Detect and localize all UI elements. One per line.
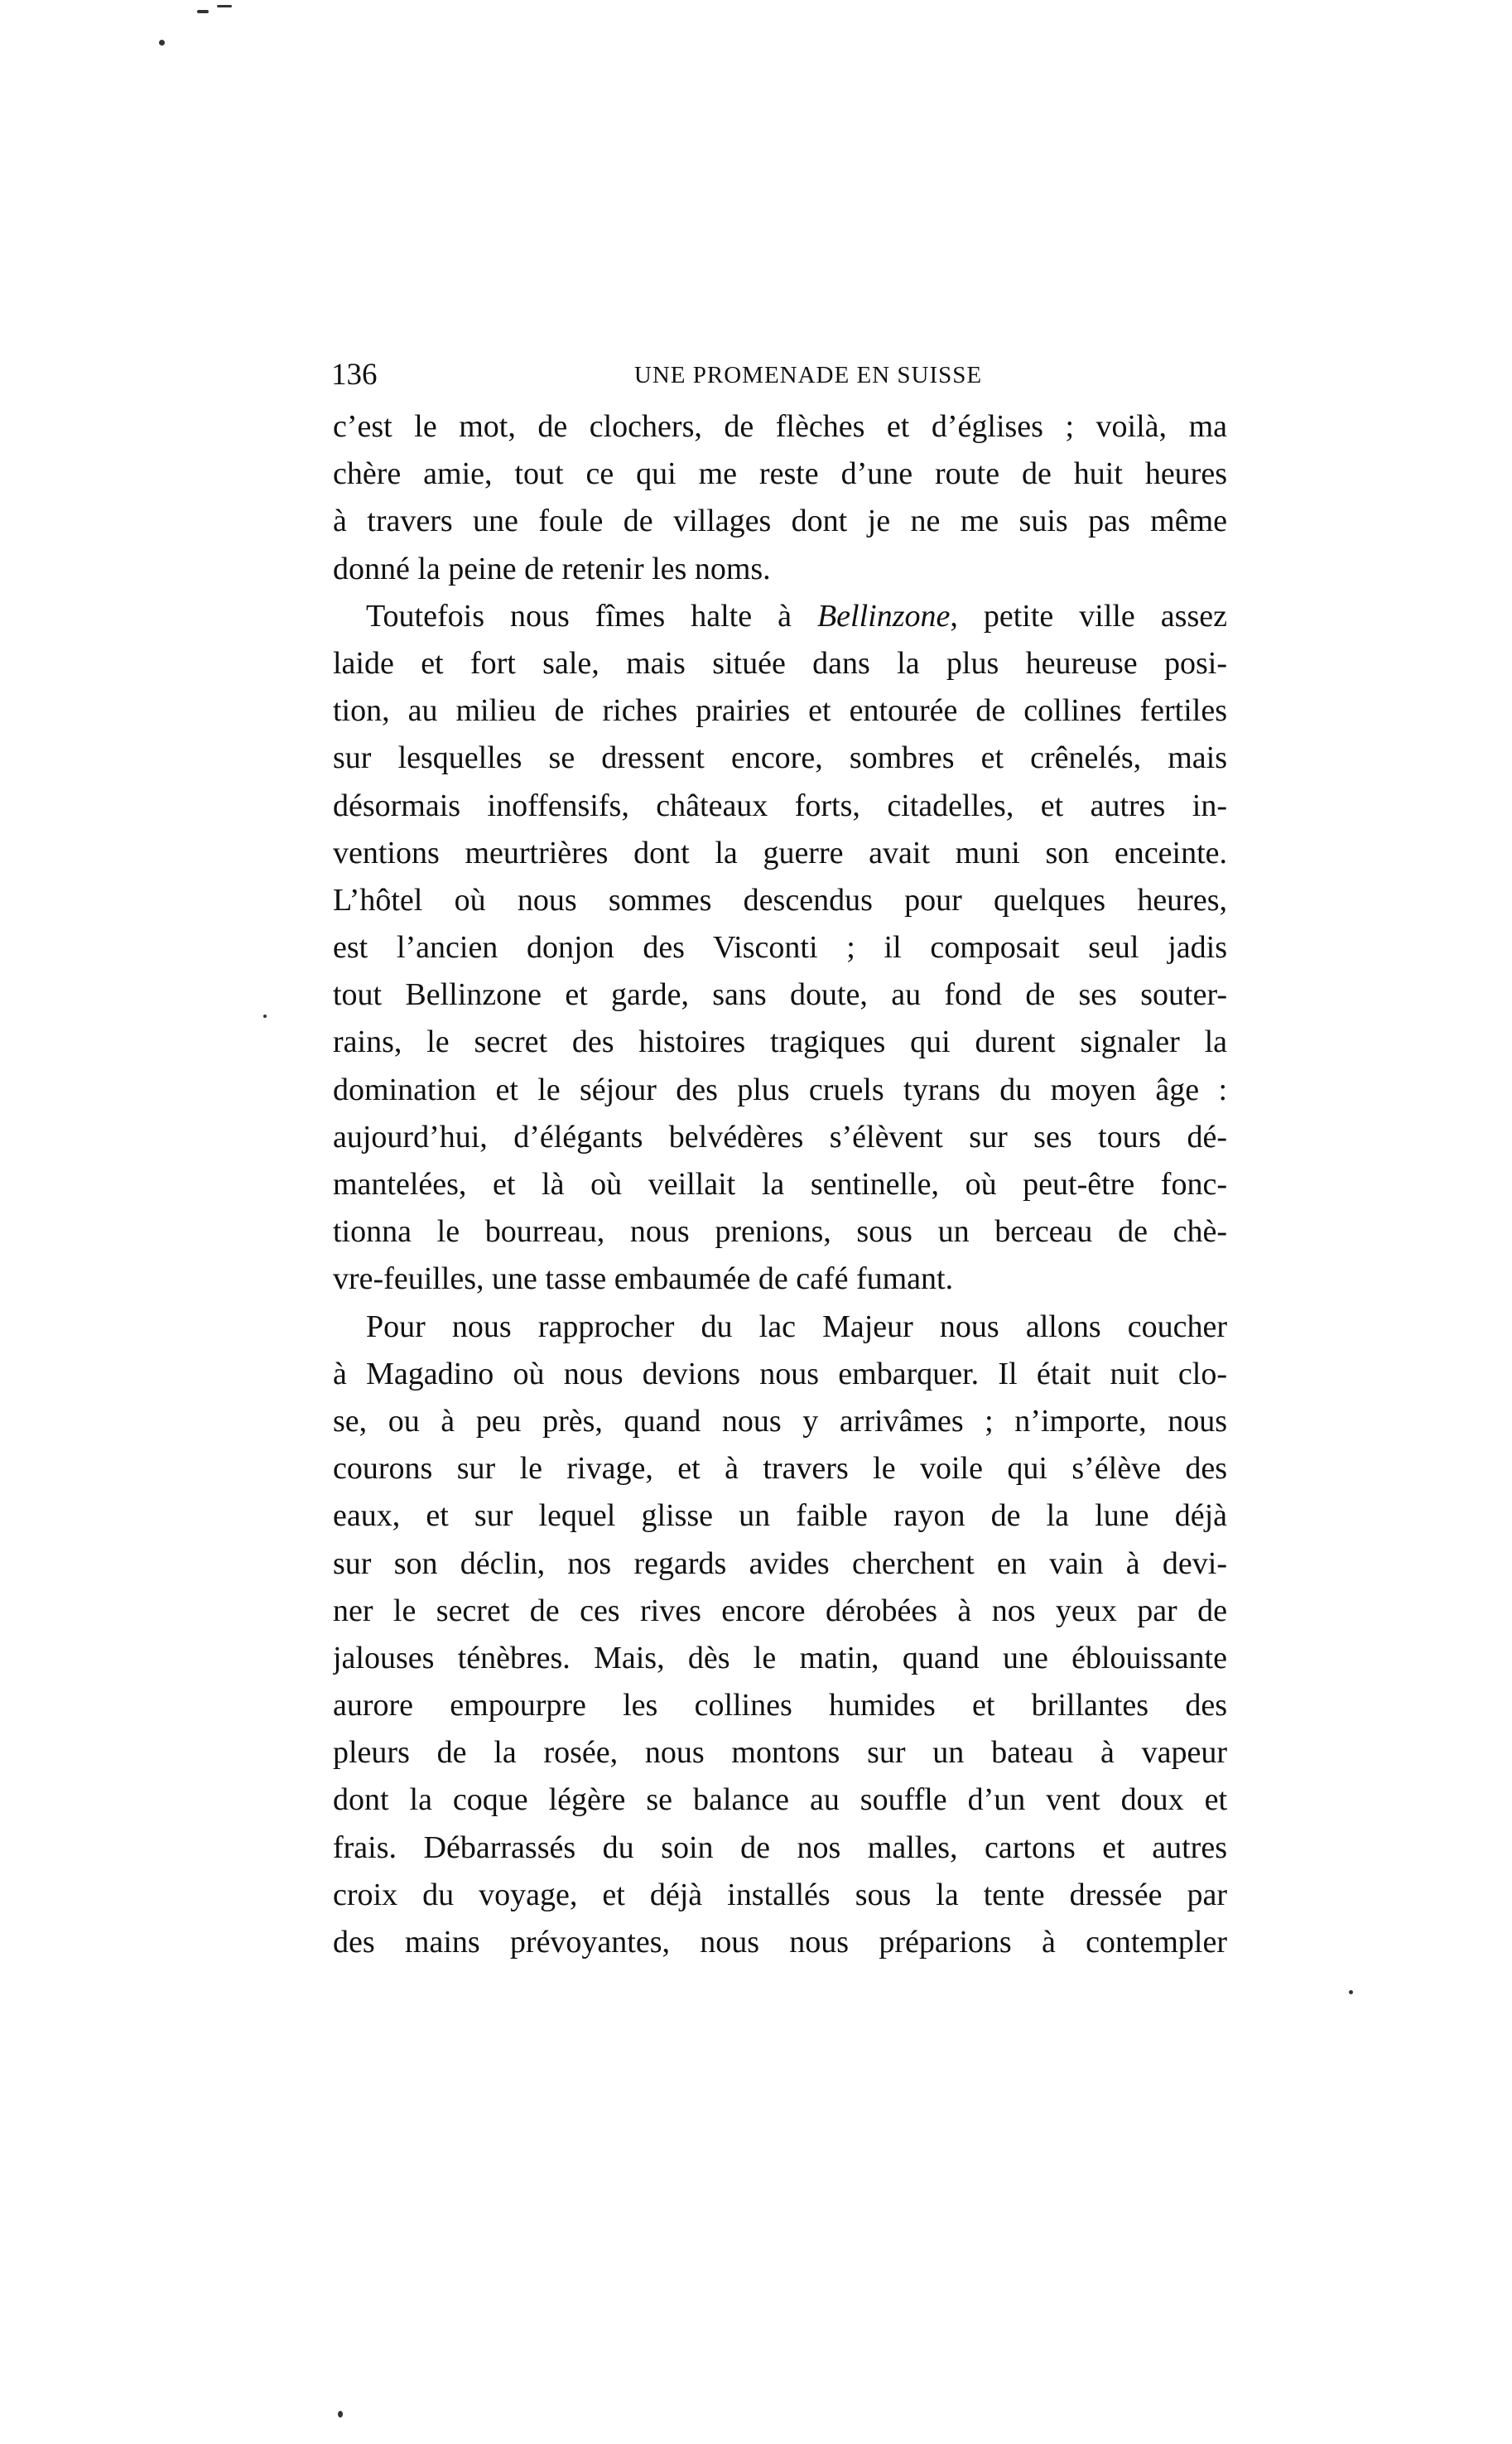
text-run: Toutefois nous fîmes halte à: [366, 598, 817, 634]
text-line: domination et le séjour des plus cruels tyrans du moyen âge :: [333, 1072, 1227, 1107]
text-line: tionna le bourreau, nous prenions, sous un berceau de chè-: [333, 1214, 1227, 1250]
text-line: à travers une foule de villages dont je ne me suis pas même: [333, 504, 1227, 539]
text-line: désormais inoffensifs, châteaux forts, citadelles, et autres in-: [333, 788, 1227, 823]
text-line: est l’ancien donjon des Visconti ; il composait seul jadis: [333, 930, 1227, 966]
text-line: rains, le secret des histoires tragiques qui durent signaler la: [333, 1024, 1227, 1060]
text-line: Pour nous rapprocher du lac Majeur nous allons coucher: [366, 1309, 1227, 1344]
text-line: ventions meurtrières dont la guerre avait muni son enceinte.: [333, 835, 1227, 870]
scan-speck: [263, 1015, 267, 1018]
text-line: aujourd’hui, d’élégants belvédères s’élèvent sur ses tours dé-: [333, 1119, 1227, 1155]
scan-speck: [197, 10, 209, 13]
text-line: courons sur le rivage, et à travers le voile qui s’élève des: [333, 1451, 1227, 1487]
text-line: à Magadino où nous devions nous embarquer. Il était nuit clo-: [333, 1356, 1227, 1391]
page-number: 136: [331, 358, 378, 392]
text-line: tout Bellinzone et garde, sans doute, au fond de ses souter-: [333, 977, 1227, 1013]
body-text: [333, 403, 1227, 1966]
running-title: UNE PROMENADE EN SUISSE: [633, 362, 983, 388]
text-line: ner le secret de ces rives encore dérobées à nos yeux par de: [333, 1593, 1227, 1628]
text-line: mantelées, et là où veillait la sentinelle, où peut-être fonc-: [333, 1167, 1227, 1202]
text-line: sur son déclin, nos regards avides cherchent en vain à devi-: [333, 1545, 1227, 1581]
text-line: donné la peine de retenir les noms.: [333, 551, 771, 586]
scan-speck: [159, 40, 165, 46]
scan-speck: [217, 5, 232, 7]
scan-speck: [1349, 1990, 1353, 1994]
text-line: vre-feuilles, une tasse embaumée de café fumant.: [333, 1261, 954, 1297]
text-line: croix du voyage, et déjà installés sous la tente dressée par: [333, 1877, 1227, 1912]
text-line: se, ou à peu près, quand nous y arrivâmes ; n’importe, nous: [333, 1403, 1227, 1439]
text-line: chère amie, tout ce qui me reste d’une route de huit heures: [333, 456, 1227, 492]
text-line: sur lesquelles se dressent encore, sombres et crênelés, mais: [333, 740, 1227, 776]
place-name-italic: Bellinzone: [816, 598, 951, 634]
text-line: [333, 593, 1227, 640]
text-line: tion, au milieu de riches prairies et entourée de collines fertiles: [333, 693, 1227, 729]
text-line: L’hôtel où nous sommes descendus pour quelques heures,: [333, 882, 1227, 918]
scan-speck: [338, 2411, 343, 2417]
text-line: frais. Débarrassés du soin de nos malles, cartons et autres: [333, 1829, 1227, 1865]
text-line: laide et fort sale, mais située dans la plus heureuse posi-: [333, 645, 1227, 681]
text-run: , petite ville assez: [950, 598, 1227, 634]
text-line: pleurs de la rosée, nous montons sur un bateau à vapeur: [333, 1735, 1227, 1771]
text-line: jalouses ténèbres. Mais, dès le matin, quand une éblouissante: [333, 1640, 1227, 1675]
text-line: eaux, et sur lequel glisse un faible rayon de la lune déjà: [333, 1498, 1227, 1534]
text-line: des mains prévoyantes, nous nous préparions à contempler: [333, 1925, 1227, 1960]
text-line: dont la coque légère se balance au souffle d’un vent doux et: [333, 1782, 1227, 1818]
text-line: aurore empourpre les collines humides et brillantes des: [333, 1688, 1227, 1723]
text-line: c’est le mot, de clochers, de flèches et d’églises ; voilà, ma: [333, 409, 1227, 444]
running-head: [331, 354, 1227, 396]
